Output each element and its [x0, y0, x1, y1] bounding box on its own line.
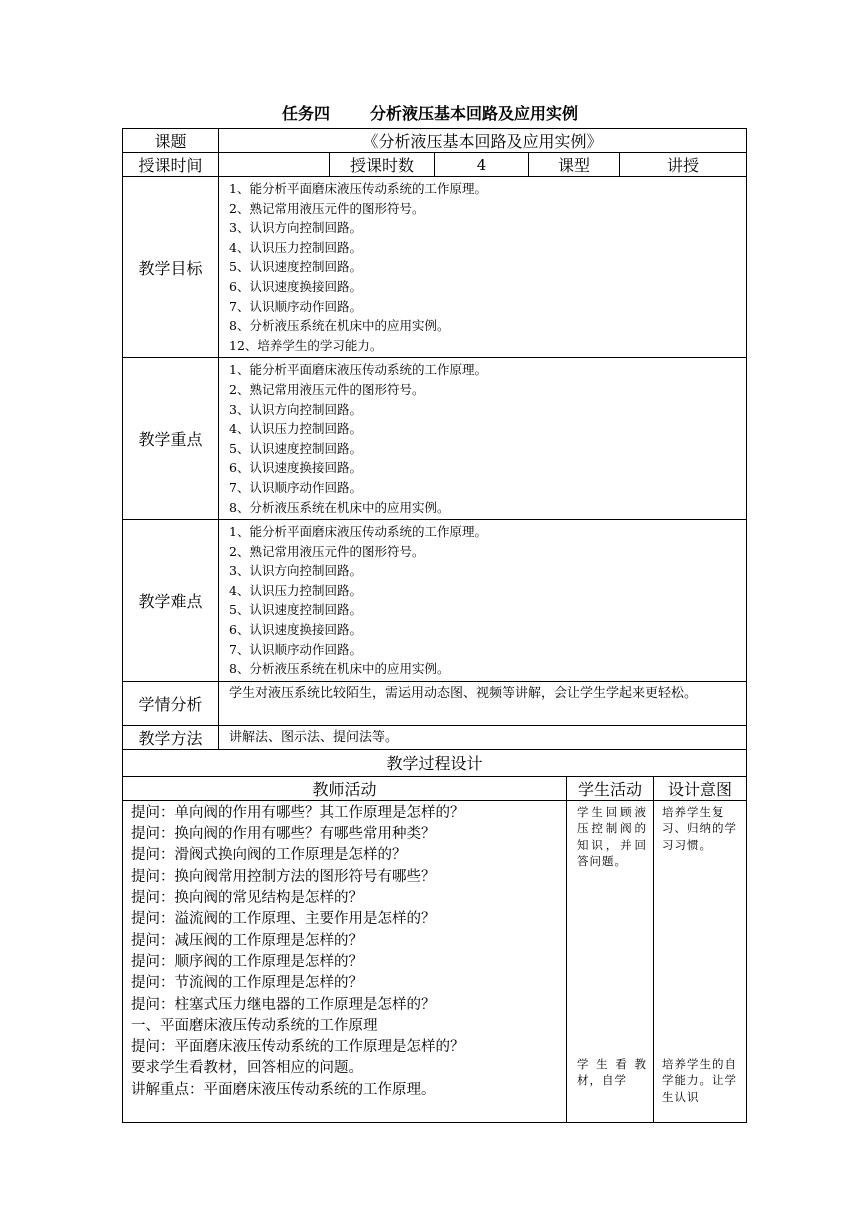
list-item: 2、熟记常用液压元件的图形符号。	[229, 543, 425, 559]
schedule-row	[123, 153, 747, 177]
teacher-line: 提问：节流阀的工作原理是怎样的？	[131, 975, 363, 992]
list-item: 8、分析液压系统在机床中的应用实例。	[229, 499, 450, 515]
list-item: 7、认识顺序动作回路。	[229, 479, 362, 495]
key-points-list	[219, 358, 747, 520]
key-points-row	[123, 358, 747, 520]
difficulties-label: 教学难点	[123, 520, 219, 682]
teacher-line: 一、平面磨床液压传动系统的工作原理	[131, 1017, 378, 1034]
objectives-label: 教学目标	[123, 177, 219, 358]
student-note: 学 生 看 教 材，自学	[577, 1056, 647, 1088]
teacher-activity-cell	[123, 800, 567, 1122]
learner-analysis-value: 学生对液压系统比较陌生，需运用动态图、视频等讲解，会让学生学起来更轻松。	[219, 681, 747, 725]
methods-row	[123, 725, 747, 749]
list-item: 1、能分析平面磨床液压传动系统的工作原理。	[229, 362, 487, 378]
intent-note: 培养学生复习、归纳的学习习惯。	[662, 804, 737, 852]
list-item: 4、认识压力控制回路。	[229, 421, 362, 437]
teacher-line: 提问：单向阀的作用有哪些？其工作原理是怎样的？	[131, 804, 465, 821]
teacher-line: 提问：柱塞式压力继电器的工作原理是怎样的？	[131, 996, 436, 1013]
lesson-type-label: 课型	[529, 153, 620, 177]
course-label: 课题	[123, 129, 219, 153]
list-item: 5、认识速度控制回路。	[229, 440, 362, 456]
key-points-label: 教学重点	[123, 358, 219, 520]
lesson-plan-table	[122, 128, 747, 1123]
learner-analysis-row	[123, 681, 747, 725]
process-design-row	[123, 749, 747, 776]
process-design-heading: 教学过程设计	[123, 749, 747, 776]
list-item: 2、熟记常用液压元件的图形符号。	[229, 381, 425, 397]
course-value: 《分析液压基本回路及应用实例》	[219, 129, 747, 153]
student-activity-header: 学生活动	[567, 776, 654, 800]
teacher-line: 提问：减压阀的工作原理是怎样的？	[131, 932, 363, 949]
design-intent-cell	[654, 800, 747, 1122]
list-item: 8、分析液压系统在机床中的应用实例。	[229, 661, 450, 677]
list-item: 5、认识速度控制回路。	[229, 602, 362, 618]
list-item: 6、认识速度换接回路。	[229, 460, 362, 476]
methods-label: 教学方法	[123, 725, 219, 749]
teach-hours-label: 授课时数	[330, 153, 435, 177]
difficulties-list	[219, 520, 747, 682]
objectives-list	[219, 177, 747, 358]
list-item: 4、认识压力控制回路。	[229, 582, 362, 598]
document-title	[0, 103, 860, 125]
teacher-line: 提问：顺序阀的工作原理是怎样的？	[131, 953, 363, 970]
teacher-line: 提问：换向阀常用控制方法的图形符号有哪些？	[131, 868, 436, 885]
intent-note: 培养学生的自学能力。让学生认识	[662, 1056, 737, 1104]
teacher-line: 提问：平面磨床液压传动系统的工作原理是怎样的？	[131, 1039, 465, 1056]
teacher-activity-header: 教师活动	[123, 776, 567, 800]
list-item: 2、熟记常用液压元件的图形符号。	[229, 200, 425, 216]
list-item: 7、认识顺序动作回路。	[229, 641, 362, 657]
design-intent-header: 设计意图	[654, 776, 747, 800]
list-item: 1、能分析平面磨床液压传动系统的工作原理。	[229, 181, 487, 196]
list-item: 1、能分析平面磨床液压传动系统的工作原理。	[229, 524, 487, 540]
student-note: 学生回顾液压控制阀的知识，并回答问题。	[577, 804, 647, 869]
process-content-row	[123, 800, 747, 1122]
difficulties-row	[123, 520, 747, 682]
list-item: 3、认识方向控制回路。	[229, 220, 362, 236]
teach-time-label: 授课时间	[123, 153, 219, 177]
course-row	[123, 129, 747, 153]
list-item: 4、认识压力控制回路。	[229, 239, 362, 255]
lesson-type-value: 讲授	[620, 153, 747, 177]
teacher-line: 要求学生看教材，回答相应的问题。	[131, 1060, 363, 1077]
list-item: 7、认识顺序动作回路。	[229, 298, 362, 314]
list-item: 8、分析液压系统在机床中的应用实例。	[229, 318, 450, 334]
teacher-line: 提问：换向阀的作用有哪些？有哪些常用种类？	[131, 826, 436, 843]
teach-time-value	[219, 153, 330, 177]
list-item: 6、认识速度换接回路。	[229, 278, 362, 294]
student-activity-cell	[567, 800, 654, 1122]
methods-value: 讲解法、图示法、提问法等。	[219, 725, 747, 749]
task-name: 分析液压基本回路及应用实例	[370, 104, 579, 123]
teacher-line: 讲解重点：平面磨床液压传动系统的工作原理。	[131, 1081, 436, 1098]
teacher-line: 提问：换向阀的常见结构是怎样的？	[131, 890, 363, 907]
list-item: 12、培养学生的学习能力。	[229, 337, 383, 353]
teacher-line: 提问：滑阀式换向阀的工作原理是怎样的？	[131, 847, 407, 864]
teach-hours-value: 4	[435, 153, 529, 177]
list-item: 5、认识速度控制回路。	[229, 259, 362, 275]
learner-analysis-label: 学情分析	[123, 681, 219, 725]
objectives-row	[123, 177, 747, 358]
list-item: 3、认识方向控制回路。	[229, 401, 362, 417]
process-header-row	[123, 776, 747, 800]
teacher-line: 提问：溢流阀的工作原理、主要作用是怎样的？	[131, 911, 436, 928]
list-item: 3、认识方向控制回路。	[229, 563, 362, 579]
task-number: 任务四	[281, 104, 330, 123]
list-item: 6、认识速度换接回路。	[229, 622, 362, 638]
